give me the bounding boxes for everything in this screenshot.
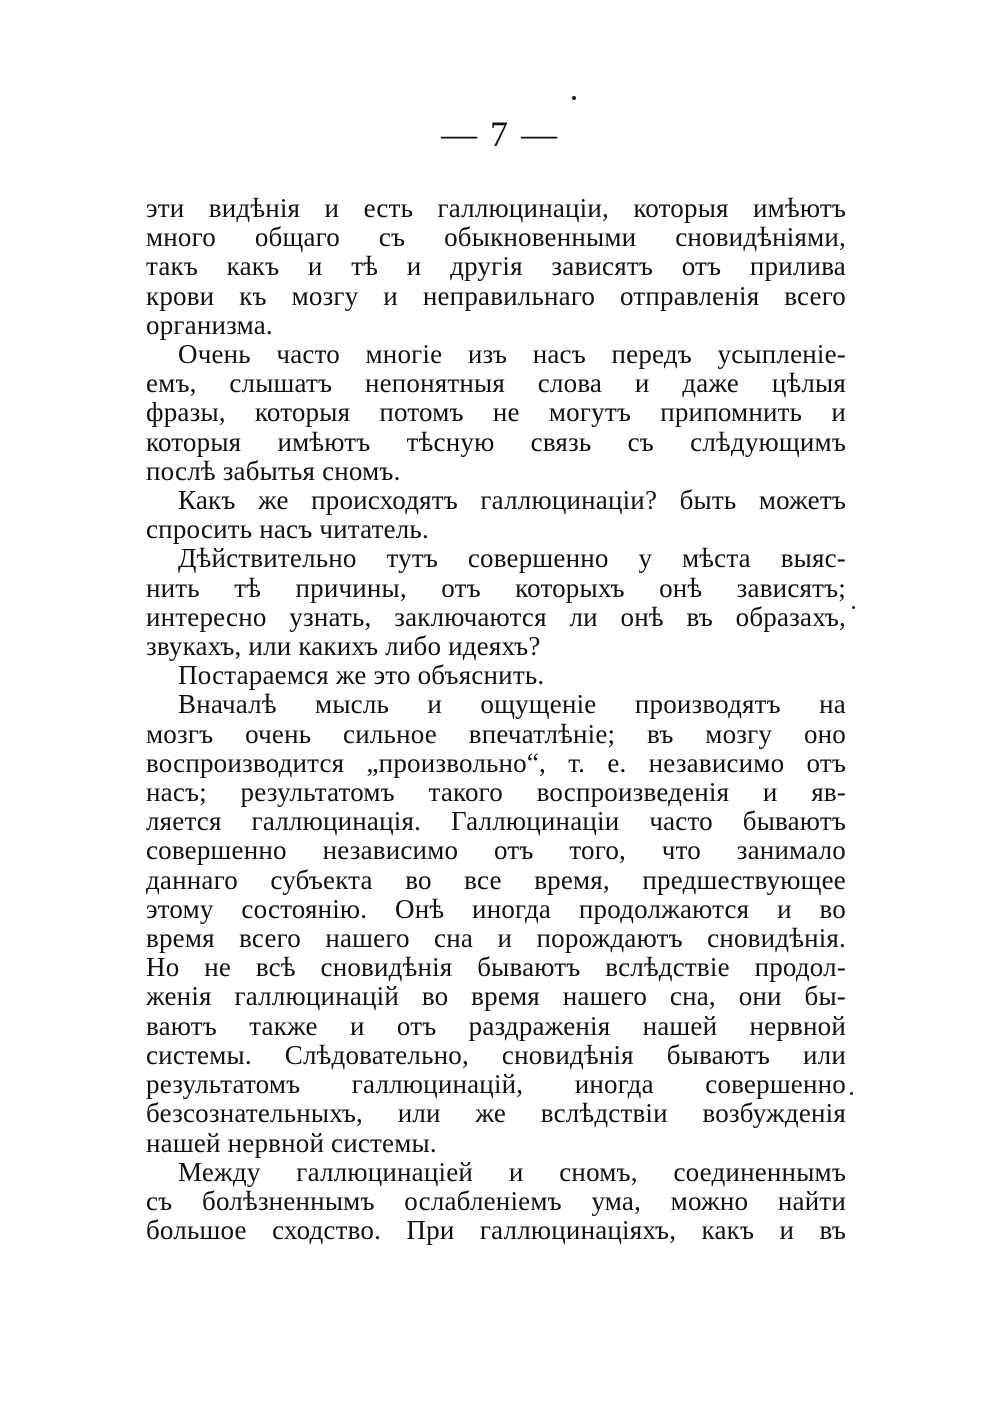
- text-line: результатомъ галлюцинацій, иногда совершенно: [146, 1069, 846, 1100]
- paragraph-2: [146, 340, 846, 486]
- text-line: Очень часто многіе изъ насъ передъ усыпленіе-: [178, 339, 846, 370]
- text-line: организма.: [146, 309, 273, 340]
- text-line: Дѣйствительно тутъ совершенно у мѣста выяс-: [178, 543, 846, 574]
- page-number: — 7 —: [441, 114, 559, 154]
- text-line: много общаго съ обыкновенными сновидѣніями,: [146, 222, 846, 253]
- text-line: эти видѣнія и есть галлюцинаціи, которыя имѣютъ: [146, 193, 846, 223]
- text-line: фразы, которыя потомъ не могутъ припомнить и: [146, 397, 846, 428]
- text-line: большое сходство. При галлюцинаціяхъ, какъ и въ: [146, 1215, 846, 1246]
- print-speck: [572, 96, 576, 100]
- text-line: которыя имѣютъ тѣсную связь съ слѣдующимъ: [146, 426, 846, 457]
- text-line: системы. Слѣдовательно, сновидѣнія бываютъ или: [146, 1039, 846, 1070]
- text-line: женія галлюцинацій во время нашего сна, они бы-: [146, 981, 846, 1012]
- paragraph-6: [146, 690, 846, 1157]
- print-speck: [852, 606, 855, 609]
- text-line: съ болѣзненнымъ ослабленіемъ ума, можно найти: [146, 1185, 846, 1216]
- text-line: Но не всѣ сновидѣнія бываютъ вслѣдствіе продол-: [146, 952, 846, 983]
- text-line: спросить насъ читатель.: [146, 514, 429, 545]
- print-speck: [850, 1092, 853, 1095]
- text-line: совершенно независимо отъ того, что занимало: [146, 835, 846, 866]
- text-line: ваютъ также и отъ раздраженія нашей нервной: [146, 1010, 846, 1041]
- text-line: емъ, слышатъ непонятныя слова и даже цѣлыя: [146, 368, 846, 399]
- paragraph-4: [146, 544, 846, 661]
- body-text: [146, 194, 846, 1245]
- text-line: воспроизводится „произвольно“, т. е. независимо отъ: [146, 747, 846, 778]
- text-line: этому состоянію. Онѣ иногда продолжаются и во: [146, 893, 846, 924]
- text-line: крови къ мозгу и неправильнаго отправленія всего: [146, 280, 846, 311]
- text-line: Постараемся же это объяснить.: [178, 660, 545, 691]
- text-line: послѣ забытья сномъ.: [146, 455, 401, 486]
- text-line: даннаго субъекта во все время, предшествующее: [146, 864, 846, 895]
- text-line: насъ; результатомъ такого воспроизведенія и яв-: [146, 777, 846, 808]
- text-line: звукахъ, или какихъ либо идеяхъ?: [146, 631, 541, 662]
- paragraph-1: [146, 194, 846, 340]
- text-line: Какъ же происходятъ галлюцинаціи? быть можетъ: [178, 485, 846, 516]
- text-line: ляется галлюцинація. Галлюцинаціи часто бываютъ: [146, 806, 846, 837]
- text-line: время всего нашего сна и порождаютъ сновидѣнія.: [146, 923, 846, 954]
- text-line: мозгъ очень сильное впечатлѣніе; въ мозгу оно: [146, 718, 846, 749]
- text-line: нашей нервной системы.: [146, 1127, 437, 1158]
- text-line: безсознательныхъ, или же вслѣдствіи возбужденія: [146, 1098, 846, 1129]
- text-line: Вначалѣ мысль и ощущеніе производятъ на: [178, 689, 846, 720]
- paragraph-5: [146, 661, 846, 690]
- text-line: интересно узнать, заключаются ли онѣ въ образахъ,: [146, 601, 846, 632]
- text-line: такъ какъ и тѣ и другія зависятъ отъ прилива: [146, 251, 846, 282]
- paragraph-7: [146, 1158, 846, 1246]
- text-line: нить тѣ причины, отъ которыхъ онѣ зависятъ;: [146, 572, 846, 603]
- paragraph-3: [146, 486, 846, 544]
- text-line: Между галлюцинаціей и сномъ, соединеннымъ: [178, 1156, 846, 1187]
